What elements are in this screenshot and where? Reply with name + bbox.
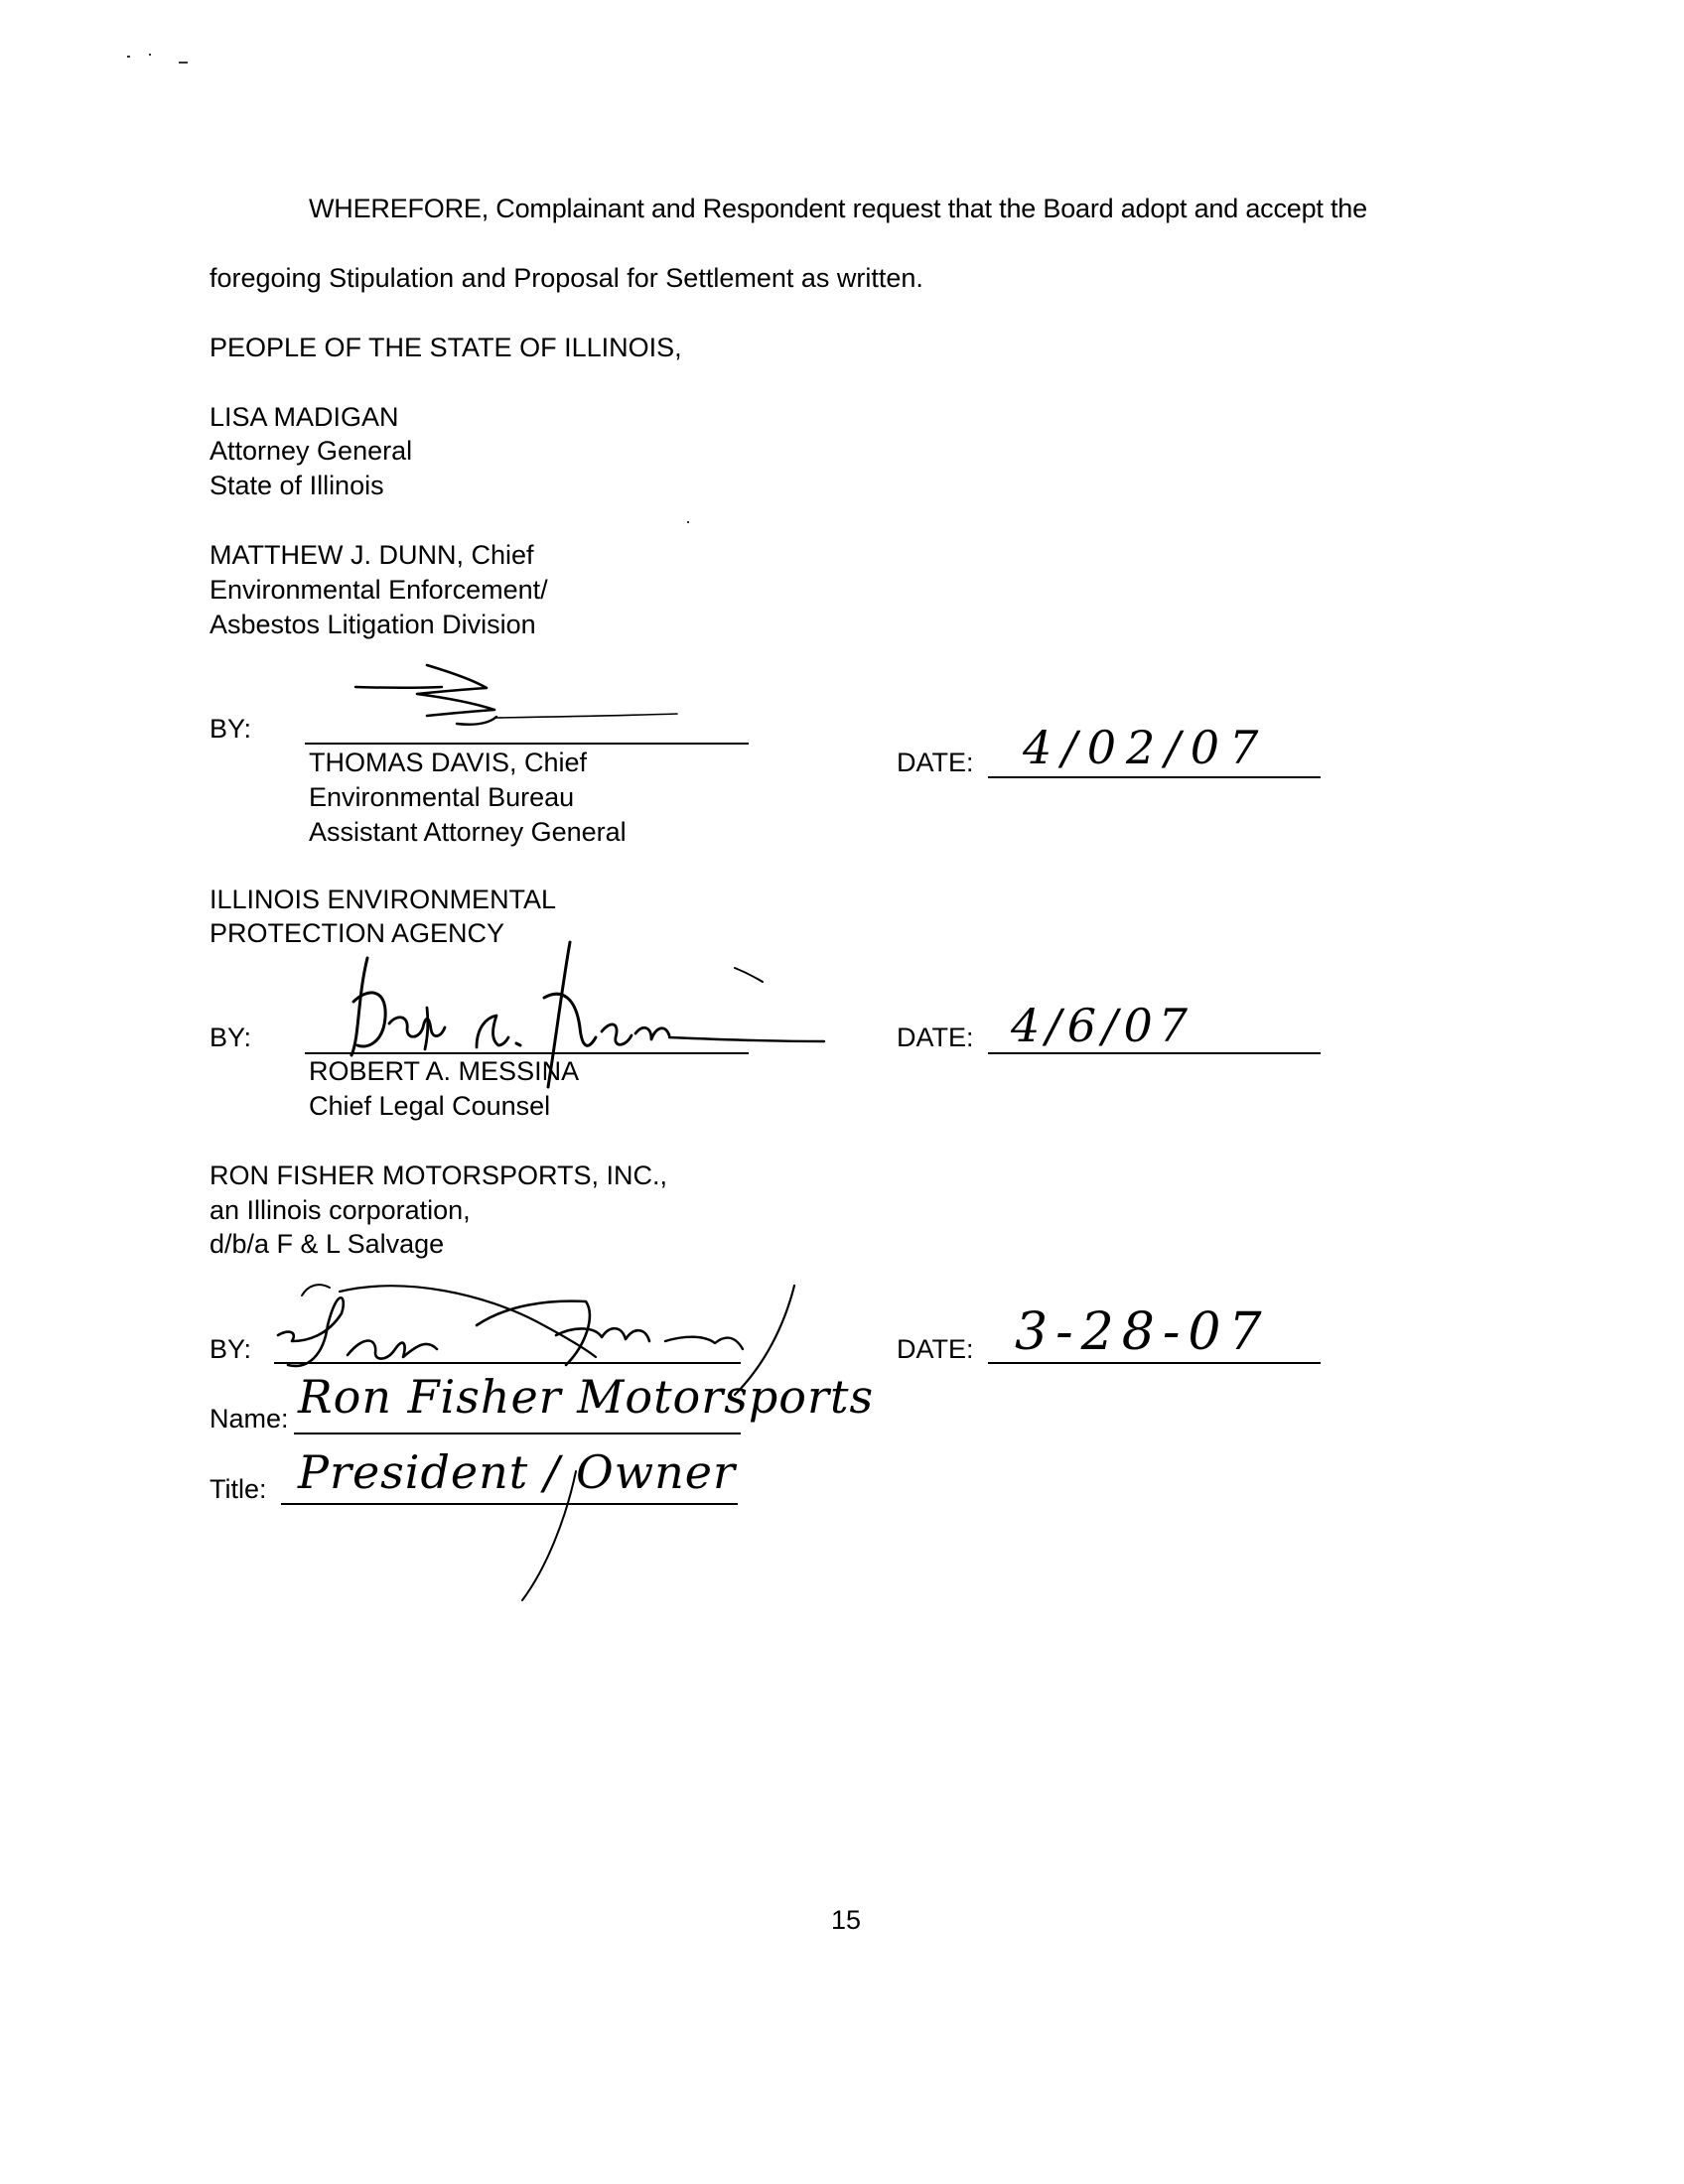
by-label: BY: [210,1334,252,1364]
people-heading: PEOPLE OF THE STATE OF ILLINOIS, [210,333,682,362]
signer-name: ROBERT A. MESSINA [309,1056,580,1086]
scan-speck [149,54,151,56]
date-line [988,776,1321,778]
chief-division-line-2: Asbestos Litigation Division [210,610,536,639]
ag-name: LISA MADIGAN [210,402,399,432]
date-label: DATE: [897,1023,974,1052]
chief-division-line-1: Environmental Enforcement/ [210,575,548,605]
date-label: DATE: [897,1334,974,1364]
signer-line-3: Assistant Attorney General [309,817,627,847]
signer-name: THOMAS DAVIS, Chief [309,748,588,777]
by-label: BY: [210,714,252,744]
handwritten-date: 4/02/07 [1023,721,1269,774]
ag-title: Attorney General [210,436,413,466]
name-line [294,1433,741,1434]
title-label: Title: [210,1474,267,1504]
agency-line-2: PROTECTION AGENCY [210,918,505,948]
date-line [988,1052,1321,1054]
name-label: Name: [210,1404,289,1433]
handwritten-name: Ron Fisher Motorsports [298,1370,875,1424]
by-label: BY: [210,1023,252,1052]
signer-line-2: Environmental Bureau [309,782,575,812]
handwritten-date: 3-28-07 [1015,1302,1270,1362]
handwritten-date: 4/6/07 [1011,999,1194,1052]
company-line-1: RON FISHER MOTORSPORTS, INC., [210,1160,668,1190]
agency-line-1: ILLINOIS ENVIRONMENTAL [210,885,557,914]
handwritten-title: President / Owner [298,1445,736,1499]
scan-speck [687,521,689,523]
company-line-2: an Illinois corporation, [210,1195,471,1225]
title-line [281,1503,738,1505]
scan-speck [127,56,130,58]
signature-davis [348,660,685,750]
company-line-3: d/b/a F & L Salvage [210,1229,445,1259]
page-number: 15 [831,1905,862,1935]
ag-state: State of Illinois [210,471,384,500]
date-label: DATE: [897,748,974,777]
signature-stroke [516,1469,596,1608]
paragraph-line-1: WHEREFORE, Complainant and Respondent request that the Board adopt and accept the [309,194,1367,223]
chief-name: MATTHEW J. DUNN, Chief [210,540,534,570]
scan-speck [179,62,188,64]
paragraph-line-2: foregoing Stipulation and Proposal for Settlement as written. [210,263,923,293]
signer-title: Chief Legal Counsel [309,1091,551,1121]
date-line [988,1362,1321,1364]
